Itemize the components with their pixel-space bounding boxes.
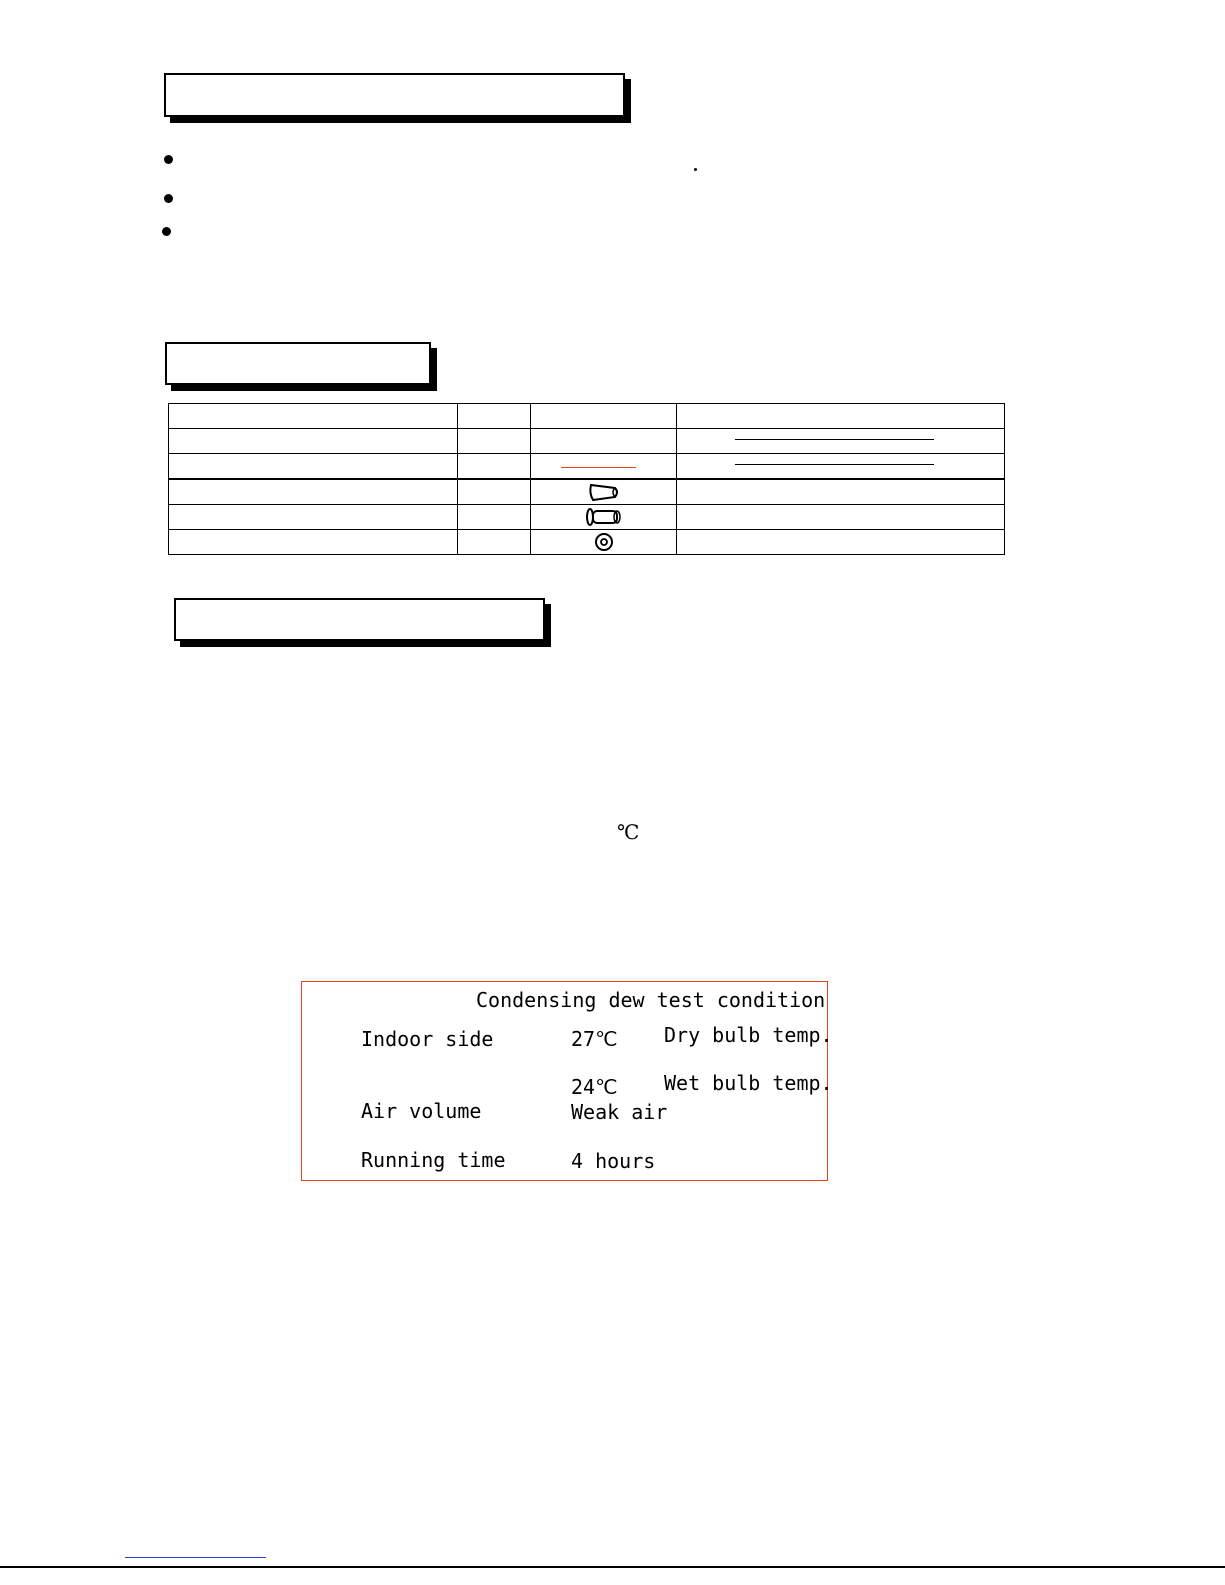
- section-heading-box-2: [165, 342, 431, 385]
- air-volume-label: Air volume: [361, 1099, 482, 1123]
- table-cell: [677, 479, 1005, 505]
- bullet-point: [162, 227, 171, 236]
- period-mark: [694, 168, 697, 171]
- underline: [561, 467, 636, 468]
- table-cell: [169, 505, 458, 530]
- table-cell: [458, 454, 531, 480]
- running-time-value: 4 hours: [571, 1149, 656, 1173]
- section-heading-box-1: [164, 73, 625, 117]
- table-cell: [677, 530, 1005, 555]
- table-cell: [169, 429, 458, 454]
- table-cell: [458, 479, 531, 505]
- section-heading-box-3: [174, 598, 545, 641]
- air-volume-value: Weak air: [571, 1100, 668, 1124]
- bolt-icon: [584, 506, 624, 528]
- table-cell: [531, 404, 677, 429]
- dry-bulb-label: Dry bulb temp.: [664, 1023, 833, 1047]
- table-cell: [458, 505, 531, 530]
- table-cell: [458, 429, 531, 454]
- underline: [735, 464, 934, 465]
- table-cell: [458, 404, 531, 429]
- condensing-test-box: [301, 981, 833, 1181]
- table-row: [169, 454, 1005, 480]
- table-row: [169, 404, 1005, 429]
- indoor-side-label: Indoor side: [361, 1027, 494, 1051]
- table-cell: [677, 429, 1005, 454]
- accessory-parts-table: [168, 403, 1005, 555]
- table-cell: [531, 429, 677, 454]
- table-row: [169, 530, 1005, 555]
- table-cell: [531, 454, 677, 480]
- dry-bulb-value: 27℃: [571, 1027, 618, 1051]
- table-cell: [169, 530, 458, 555]
- wet-bulb-value: 24℃: [571, 1075, 618, 1099]
- table-cell: [169, 479, 458, 505]
- underline: [735, 439, 934, 440]
- footer-rule: [0, 1566, 1225, 1568]
- table-row: [169, 505, 1005, 530]
- table-cell: [677, 505, 1005, 530]
- table-row: [169, 429, 1005, 454]
- bullet-point: [164, 194, 173, 203]
- wet-bulb-label: Wet bulb temp.: [664, 1071, 833, 1095]
- table-cell: [531, 505, 677, 530]
- footer-link-underline: [125, 1557, 266, 1558]
- table-cell: [169, 404, 458, 429]
- pipe-sleeve-icon: [587, 481, 621, 503]
- table-cell: [169, 454, 458, 480]
- table-cell: [531, 530, 677, 555]
- washer-icon: [593, 531, 615, 553]
- table-cell: [531, 479, 677, 505]
- degree-celsius-symbol: ℃: [617, 820, 640, 844]
- test-title: Condensing dew test condition: [476, 988, 826, 1012]
- table-row: [169, 479, 1005, 505]
- running-time-label: Running time: [361, 1148, 506, 1172]
- table-cell: [677, 404, 1005, 429]
- bullet-point: [164, 155, 173, 164]
- table-cell: [677, 454, 1005, 480]
- table-cell: [458, 530, 531, 555]
